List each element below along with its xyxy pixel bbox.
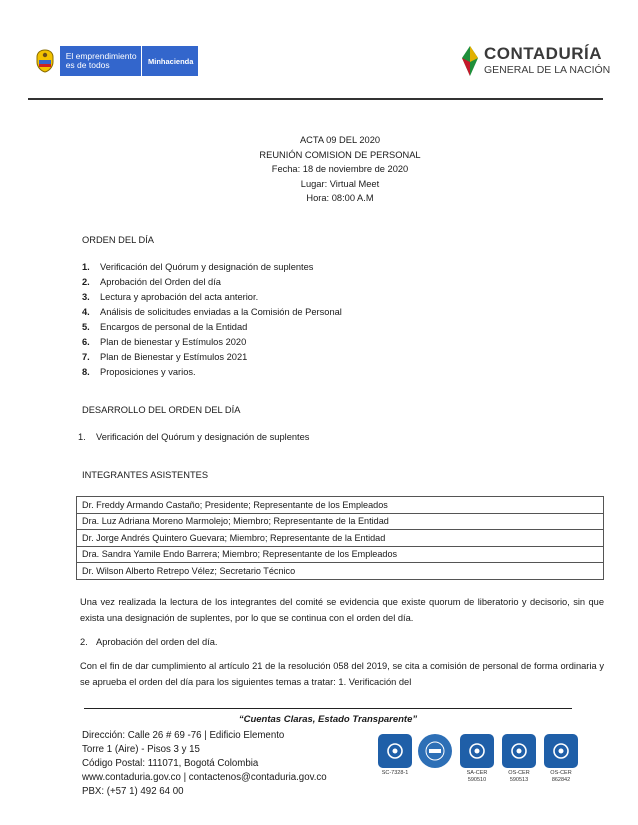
iqnet-icon [418,734,452,768]
agenda-item: Proposiciones y varios. [100,367,196,377]
icontec-cert-badge [502,734,536,783]
footer-web-email[interactable]: www.contaduria.gov.co | contactenos@contaduria.gov.co [82,772,327,783]
cert-code: OS-CER 590513 [508,770,530,783]
footer-motto: “Cuentas Claras, Estado Transparente” [238,714,418,725]
agenda-item-number: 8. [82,367,90,377]
certification-icon [378,734,412,768]
agenda-approval-paragraph: Con el fin de dar cumplimiento al artículo 21 de la resolución 058 del 2019, se cita a comisión de personal de forma ordinaria y se aprueba el orden del día para los siguientes temas a tratar: 1. Verificación del [80,661,604,687]
agenda-item-number: 6. [82,337,90,347]
agenda-item-number: 1. [82,262,90,272]
cert-code: SC-7328-1 [381,770,409,776]
cert-code: SA-CER 590510 [466,770,488,783]
coat-of-arms-icon [30,46,60,76]
iqnet-cert-badge [418,734,452,770]
table-row [77,513,604,530]
agenda-item-number: 4. [82,307,90,317]
footer-phone: PBX: (+57 1) 492 64 00 [82,786,184,797]
attendees-heading: INTEGRANTES ASISTENTES [82,470,209,480]
agenda-heading: ORDEN DEL DÍA [82,235,154,245]
icontec-cert-badge [460,734,494,783]
meeting-title: REUNIÓN COMISION DE PERSONAL [259,150,421,160]
contaduria-logo [458,44,611,78]
section-2-title: Aprobación del orden del día. [96,637,218,647]
attendee-cell: Dra. Luz Adriana Moreno Marmolejo; Miembro; Representante de la Entidad [77,513,604,530]
table-row [77,546,604,563]
footer-divider [84,708,572,709]
attendee-cell: Dra. Sandra Yamile Endo Barrera; Miembro; Representante de los Empleados [77,546,604,563]
government-logo [30,46,198,76]
footer-postal-code: Código Postal: 111071, Bogotá Colombia [82,758,259,769]
agenda-item: Verificación del Quórum y designación de suplentes [100,262,314,272]
attendee-cell: Dr. Freddy Armando Castaño; Presidente; Representante de los Empleados [77,497,604,514]
development-heading: DESARROLLO DEL ORDEN DEL DÍA [82,405,241,415]
section-2-number: 2. [80,637,88,647]
table-row [77,497,604,514]
certification-icon [544,734,578,768]
footer-address-tower: Torre 1 (Aire) - Pisos 3 y 15 [82,744,200,755]
icontec-cert-badge [544,734,578,783]
ministry-label: Minhacienda [141,46,198,76]
acta-number: ACTA 09 DEL 2020 [299,135,381,145]
certification-icon [502,734,536,768]
entity-subtitle: GENERAL DE LA NACIÓN [484,64,611,76]
agenda-item-number: 2. [82,277,90,287]
meeting-time: Hora: 08:00 A.M [306,193,374,203]
agenda-item-number: 5. [82,322,90,332]
quorum-paragraph: Una vez realizada la lectura de los integrantes del comité se evidencia que existe quorum de liberatorio y decisorio, sin que exista una designación de suplentes, por lo que se continua con el orden del día. [80,597,604,623]
table-row [77,530,604,547]
gov-slogan: El emprendimiento es de todos [60,46,141,76]
agenda-item: Lectura y aprobación del acta anterior. [100,292,259,302]
meeting-place: Lugar: Virtual Meet [300,179,380,189]
table-row [77,563,604,580]
entity-title: CONTADURÍA [484,44,603,63]
agenda-item: Aprobación del Orden del día [100,277,221,287]
agenda-item: Encargos de personal de la Entidad [100,322,248,332]
meeting-date: Fecha: 18 de noviembre de 2020 [271,164,409,174]
agenda-item-number: 7. [82,352,90,362]
section-1-title: Verificación del Quórum y designación de suplentes [96,432,310,442]
header-divider [28,98,603,100]
attendee-cell: Dr. Jorge Andrés Quintero Guevara; Miembro; Representante de la Entidad [77,530,604,547]
cert-code: OS-CER 862842 [550,770,572,783]
attendee-cell: Dr. Wilson Alberto Retrepo Vélez; Secretario Técnico [77,563,604,580]
certification-icon [460,734,494,768]
agenda-item: Análisis de solicitudes enviadas a la Comisión de Personal [100,307,342,317]
agenda-item: Plan de Bienestar y Estímulos 2021 [100,352,248,362]
section-1-number: 1. [78,432,86,442]
leaf-logo-icon [458,44,482,78]
footer-address: Dirección: Calle 26 # 69 -76 | Edificio Elemento [82,730,285,741]
agenda-item-number: 3. [82,292,90,302]
agenda-item: Plan de bienestar y Estímulos 2020 [100,337,247,347]
attendees-table [76,496,604,580]
icontec-cert-badge [378,734,412,777]
